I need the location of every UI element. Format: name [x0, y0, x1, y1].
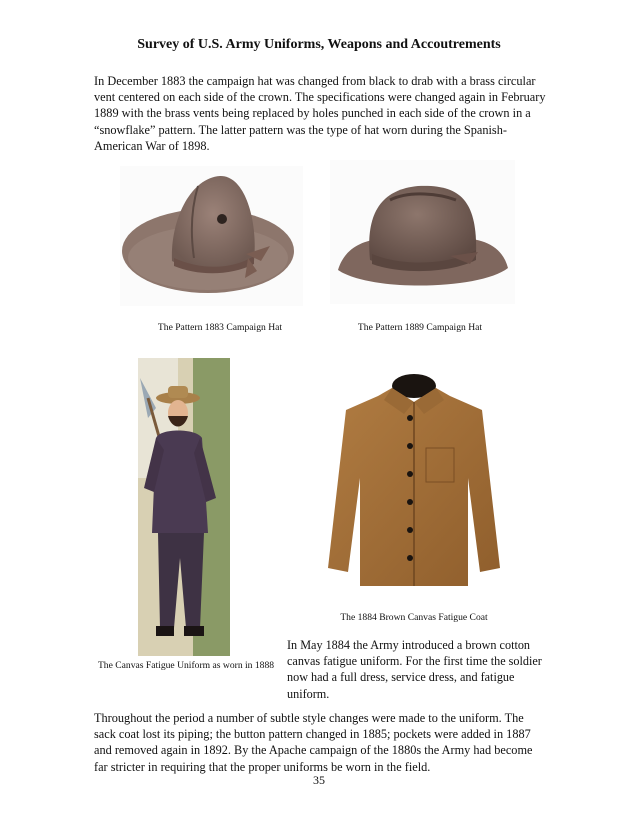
fatigue-coat-photo — [318, 358, 510, 598]
intro-paragraph: In December 1883 the campaign hat was changed from black to drab with a brass circular vent centered on each side of the crown. The specifications were changed again in February 1889 with the brass vents being replaced by holes punched in each side of the crown in a “snowflake” pattern. The latter pattern was the type of hat worn during the Spanish- American War of 1898. — [94, 74, 546, 153]
canvas-fatigue-uniform-illustration — [138, 358, 230, 656]
coat-illustration — [318, 358, 510, 598]
hat-1883-caption: The Pattern 1883 Campaign Hat — [157, 322, 283, 333]
fatigue-coat-caption: The 1884 Brown Canvas Fatigue Coat — [340, 612, 488, 623]
hat-1889-caption: The Pattern 1889 Campaign Hat — [357, 322, 483, 333]
hat-1883-illustration — [120, 166, 303, 306]
pattern-1883-hat-photo — [120, 166, 303, 306]
closing-paragraph: Throughout the period a number of subtle style changes were made to the uniform. The sack coat lost its piping; the button pattern changed in 1885; pockets were added in 1887 and removed again in 1892. By the Apache campaign of the 1880s the Army had become far stricter in requiring that the proper uniforms be worn in the field. — [94, 711, 533, 774]
fatigue-uniform-caption: The Canvas Fatigue Uniform as worn in 1888 — [97, 660, 275, 671]
page-title: Survey of U.S. Army Uniforms, Weapons and Accoutrements — [137, 37, 501, 52]
pattern-1889-hat-photo — [330, 160, 515, 304]
hat-1889-illustration — [330, 160, 515, 304]
page-number: 35 — [313, 773, 325, 787]
soldier-illustration — [138, 358, 230, 656]
fatigue-uniform-paragraph: In May 1884 the Army introduced a brown cotton canvas fatigue uniform. For the first time the soldier now had a full dress, service dress, and fatigue uniform. — [287, 638, 542, 701]
